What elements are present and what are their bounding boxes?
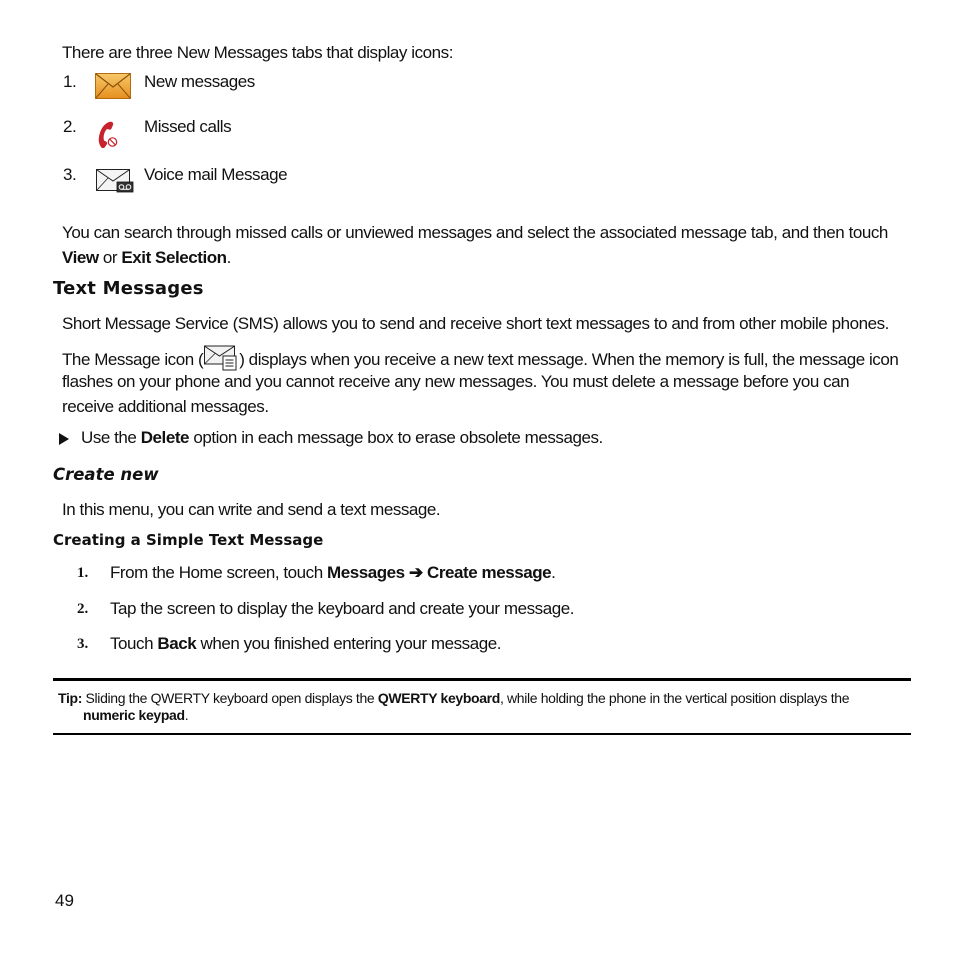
- numeric-keypad-term: numeric keypad: [83, 707, 185, 723]
- tip-bottom-rule: [53, 733, 911, 735]
- create-new-paragraph: In this menu, you can write and send a text message.: [62, 500, 441, 519]
- section-heading-text-messages: Text Messages: [53, 278, 204, 299]
- sms-paragraph: Short Message Service (SMS) allows you to send and receive short text messages to and from other mobile phones.: [62, 314, 889, 333]
- back-term: Back: [157, 634, 197, 653]
- message-icon-paragraph-line1: The Message icon ( ) displays when you receive a new text message. When the memory is full, the message icon: [62, 345, 898, 372]
- step-number: 2.: [77, 601, 89, 617]
- step-text: From the Home screen, touch Messages ➔ Create message.: [110, 563, 556, 582]
- qwerty-keyboard-term: QWERTY keyboard: [377, 690, 500, 706]
- step-text: Touch Back when you finished entering your message.: [110, 634, 501, 653]
- list-label: New messages: [144, 72, 255, 91]
- list-label: Missed calls: [144, 117, 232, 136]
- delete-term: Delete: [140, 428, 190, 447]
- list-label: Voice mail Message: [144, 165, 288, 184]
- tip-top-rule: [53, 678, 911, 681]
- exit-selection-term: Exit Selection: [121, 248, 227, 267]
- list-number: 2.: [63, 117, 77, 136]
- create-message-term: Create message: [427, 563, 552, 582]
- subsection-heading-create-new: Create new: [53, 465, 159, 484]
- message-icon-paragraph-line2: flashes on your phone and you cannot receive any new messages. You must delete a message before you can: [62, 372, 850, 391]
- tip-label: Tip:: [58, 690, 83, 706]
- list-number: 1.: [63, 72, 77, 91]
- delete-tip-bullet: Use the Delete option in each message box to erase obsolete messages.: [81, 428, 603, 447]
- view-term: View: [62, 248, 99, 267]
- tip-line1: Tip: Sliding the QWERTY keyboard open displays the QWERTY keyboard, while holding the phone in the vertical position displays the: [58, 690, 850, 706]
- missed-call-icon: [96, 120, 120, 150]
- tip-line2: numeric keypad.: [83, 707, 189, 723]
- procedure-heading: Creating a Simple Text Message: [53, 531, 324, 549]
- message-icon-paragraph-line3: receive additional messages.: [62, 397, 269, 416]
- messages-term: Messages: [327, 563, 405, 582]
- page-number: 49: [55, 891, 74, 910]
- step-text: Tap the screen to display the keyboard and create your message.: [110, 599, 574, 618]
- arrow-glyph: ➔: [404, 563, 428, 582]
- triangle-bullet-icon: [58, 432, 70, 446]
- intro-text: There are three New Messages tabs that display icons:: [62, 43, 453, 62]
- step-number: 3.: [77, 636, 89, 652]
- list-number: 3.: [63, 165, 77, 184]
- search-paragraph-line2: View or Exit Selection.: [62, 248, 231, 267]
- search-paragraph-line1: You can search through missed calls or unviewed messages and select the associated message tab, and then touch: [62, 223, 888, 242]
- message-icon: [203, 345, 239, 371]
- voicemail-icon: [96, 169, 134, 193]
- envelope-icon: [95, 73, 131, 100]
- step-number: 1.: [77, 565, 89, 581]
